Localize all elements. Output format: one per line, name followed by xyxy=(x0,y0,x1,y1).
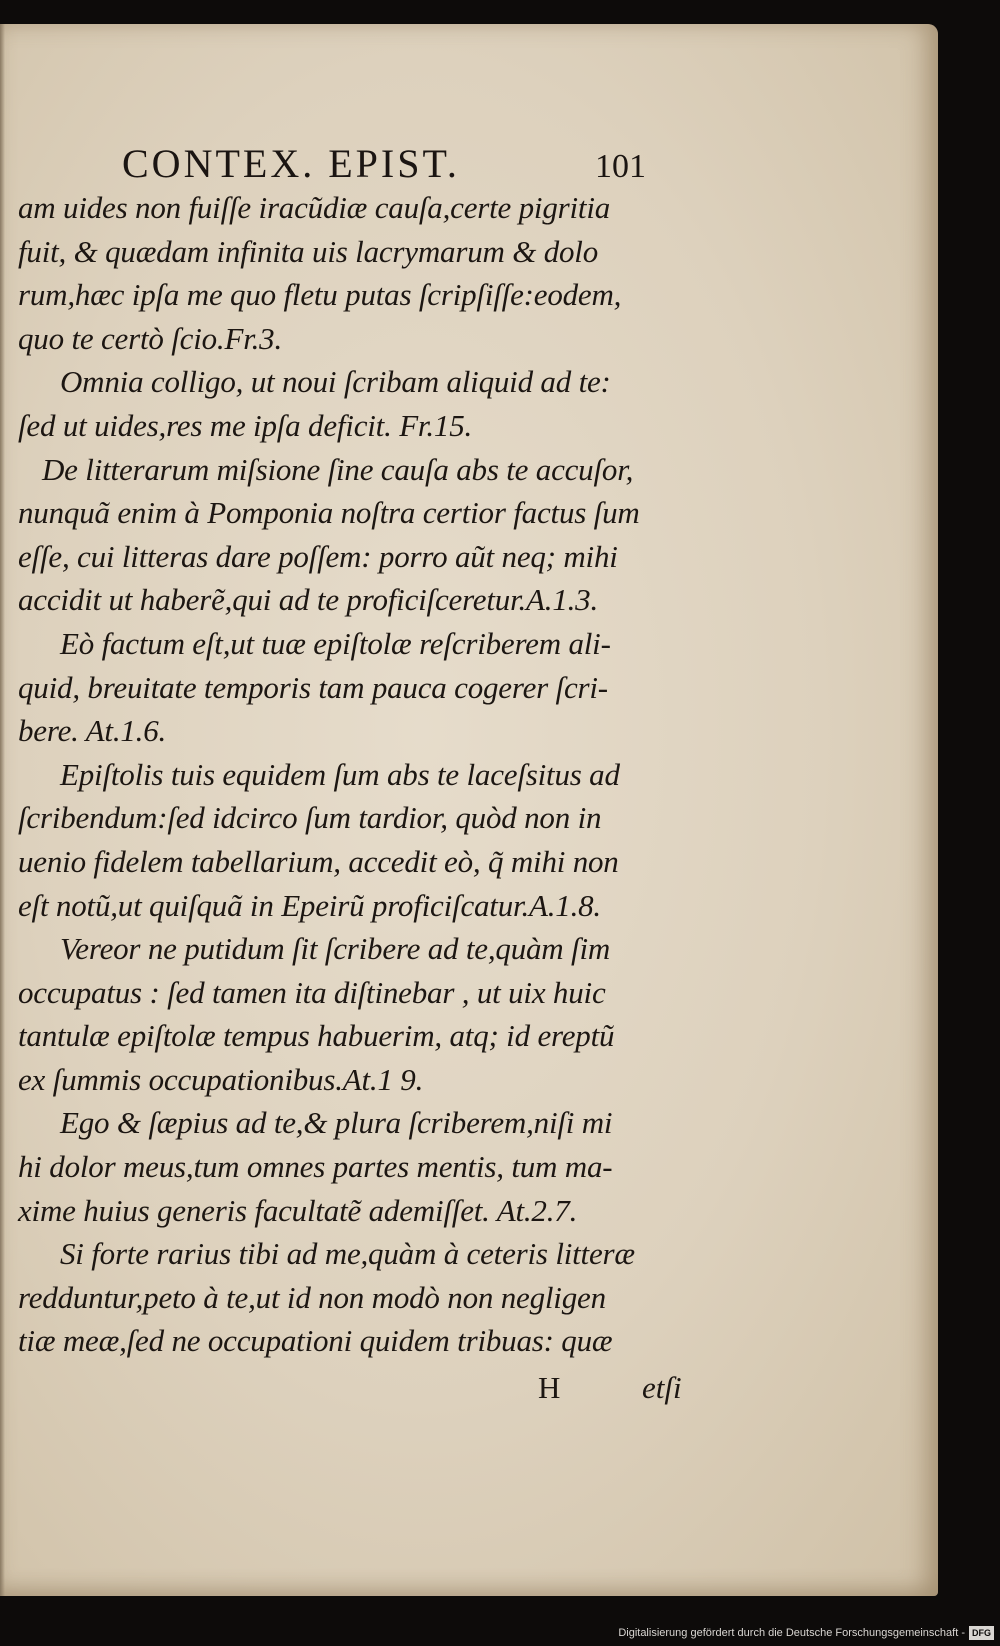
text-line: tantulæ epiſtolæ tempus habuerim, atq; id ereptũ xyxy=(18,1018,615,1054)
text-line: eſt notũ,ut quiſquã in Epeirũ proficiſcatur.A.1.8. xyxy=(18,887,601,923)
catchword: etſi xyxy=(642,1370,682,1405)
running-head-title: CONTEX. EPIST. xyxy=(122,141,460,186)
text-line: nunquã enim à Pomponia noſtra certior factus ſum xyxy=(18,495,640,531)
digitization-footer xyxy=(618,1624,994,1642)
text-line: uenio fidelem tabellarium, accedit eò, q̃ mihi non xyxy=(18,843,619,879)
text-line: Vereor ne putidum ſit ſcribere ad te,quàm ſim xyxy=(60,931,611,967)
text-line: redduntur,peto à te,ut id non modò non negligen xyxy=(18,1279,606,1315)
text-line: Si forte rarius tibi ad me,quàm à ceteris litteræ xyxy=(60,1236,635,1272)
book-page xyxy=(0,24,938,1596)
text-line: quo te certò ſcio.Fr.3. xyxy=(18,320,283,356)
text-line: ſed ut uides,res me ipſa deficit. Fr.15. xyxy=(18,407,473,443)
text-line: fuit, & quædam infinita uis lacrymarum & dolo xyxy=(18,233,599,269)
catchwords xyxy=(0,1370,938,1410)
text-line: Eò factum eſt,ut tuæ epiſtolæ reſcriberem ali- xyxy=(60,625,611,661)
text-line: Omnia colligo, ut noui ſcribam aliquid ad te: xyxy=(60,364,611,400)
text-line: Epiſtolis tuis equidem ſum abs te laceſsitus ad xyxy=(60,756,620,792)
text-line: rum,hæc ipſa me quo fletu putas ſcripſiſſe:eodem, xyxy=(18,277,622,313)
text-line: occupatus : ſed tamen ita diſtinebar , ut uix huic xyxy=(18,974,606,1010)
text-line: quid, breuitate temporis tam pauca cogerer ſcri- xyxy=(18,669,608,705)
text-line: De litterarum miſsione ſine cauſa abs te accuſor, xyxy=(42,451,634,487)
page-gutter-edge xyxy=(0,24,5,1596)
body-text xyxy=(18,186,718,1363)
text-line: am uides non fuiſſe iracũdiæ cauſa,certe pigritia xyxy=(18,190,611,225)
text-line: accidit ut haberẽ,qui ad te proficiſceretur.A.1.3. xyxy=(18,582,599,618)
dfg-logo: DFG xyxy=(969,1626,994,1640)
text-line: Ego & ſæpius ad te,& plura ſcriberem,niſi mi xyxy=(60,1105,613,1141)
running-head xyxy=(0,141,938,186)
text-line: eſſe, cui litteras dare poſſem: porro aũt neq; mihi xyxy=(18,538,618,574)
text-line: xime huius generis facultatẽ ademiſſet. At.2.7. xyxy=(18,1192,578,1228)
text-line: tiæ meæ,ſed ne occupationi quidem tribuas: quæ xyxy=(18,1323,613,1359)
text-line: ſcribendum:ſed idcirco ſum tardior, quòd non in xyxy=(18,800,602,836)
text-line: hi dolor meus,tum omnes partes mentis, tum ma- xyxy=(18,1149,613,1185)
signature-mark: H xyxy=(538,1370,561,1405)
page-number: 101 xyxy=(595,148,646,185)
footer-credit-text: Digitalisierung gefördert durch die Deutsche Forschungsgemeinschaft - xyxy=(618,1627,965,1639)
text-line: ex ſummis occupationibus.At.1 9. xyxy=(18,1061,424,1097)
text-line: bere. At.1.6. xyxy=(18,713,167,749)
